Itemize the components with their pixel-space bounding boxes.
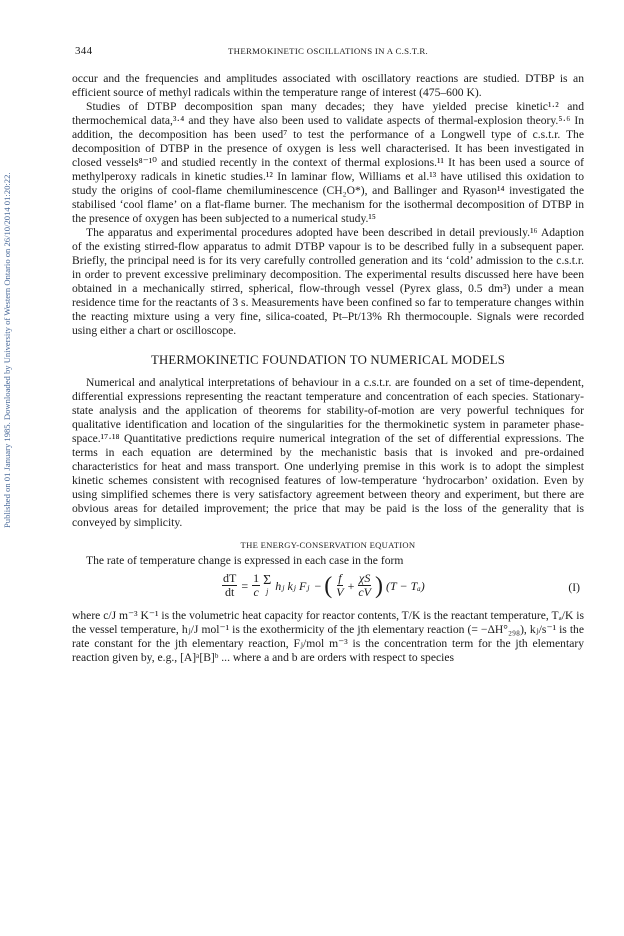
subsection-heading: THE ENERGY-CONSERVATION EQUATION <box>240 540 416 550</box>
running-title: THERMOKINETIC OSCILLATIONS IN A C.S.T.R. <box>228 46 428 56</box>
running-head <box>72 45 584 59</box>
summation <box>263 572 272 597</box>
paragraph-dtbp-studies: Studies of DTBP decomposition span many decades; they have yielded precise kinetic¹·² and thermochemical data,³·⁴ and they have also been used to validate aspects of thermal-explosion theory.⁵·⁶ In addition, the decomposition has been used⁷ to test the performance of a Longwell type of c.s.t.r. The decomposition of DTBP in the presence of oxygen is less well characterised. It has been investigated in closed vessels⁸⁻¹⁰ and studied recently in the context of thermal explosions.¹¹ It has been used a source of methylperoxy radicals in kinetic studies.¹² In laminar flow, Williams et al.¹³ have utilised this oxidation to study the origins of cool-flame chemiluminescence (CH₂O*), and Ballinger and Ryason¹⁴ investigated the stabilised ‘cool flame’ on a flat-flame burner. The mechanism for the isothermal decomposition of DTBP in the presence of oxygen has been subjected to a numerical study.¹⁵ <box>72 100 584 225</box>
lhs-denominator: dt <box>225 585 235 599</box>
article-body <box>72 72 584 665</box>
energy-conservation-equation <box>72 569 584 607</box>
equation-number: (I) <box>568 581 580 594</box>
right-paren: ) <box>375 572 384 599</box>
lhs-numerator: dT <box>223 571 237 585</box>
reaction-term: hⱼ kⱼ Fⱼ <box>275 578 310 593</box>
temperature-difference: (T − Tₐ) <box>386 578 425 593</box>
left-paren: ( <box>324 572 333 599</box>
equation-expression <box>220 572 425 599</box>
equation-lhs <box>222 572 237 599</box>
paragraph-symbol-definitions: where c/J m⁻³ K⁻¹ is the volumetric heat capacity for reactor contents, T/K is the reactant temperature, Tₐ/K is the vessel temperature, hⱼ/J mol⁻¹ is the exothermicity of the jth elementary reaction (= −ΔH°₂₉₈), kⱼ/s⁻¹ is the rate constant for the jth elementary reaction, Fⱼ/mol m⁻³ is the concentration term for the jth elementary reaction given by, e.g., [A]ᵃ[B]ᵇ ... where a and b are orders with respect to species <box>72 609 584 664</box>
heat-loss-numerator: χS <box>359 571 371 585</box>
inverse-heat-capacity <box>252 572 260 599</box>
heat-capacity-symbol: c <box>253 585 259 599</box>
sum-index: j <box>266 586 269 596</box>
flow-numerator: f <box>338 571 342 585</box>
equals-sign: = <box>241 578 249 593</box>
download-provenance-note: Published on 01 January 1985. Downloaded by University of Western Ontario on 26/10/2014 01:20:22. <box>2 172 12 528</box>
paragraph-intro-continued: occur and the frequencies and amplitudes associated with oscillatory reactions are studied. DTBP is an efficient source of methyl radicals within the temperature range of interest (475–600 K). <box>72 72 584 99</box>
section-heading: THERMOKINETIC FOUNDATION TO NUMERICAL MODELS <box>150 353 506 367</box>
plus-sign: + <box>347 578 355 593</box>
flow-term <box>335 572 344 599</box>
fraction-one: 1 <box>253 571 260 585</box>
paragraph-equation-intro: The rate of temperature change is expressed in each case in the form <box>86 554 404 567</box>
sigma-symbol: Σ <box>263 572 272 588</box>
page-number: 344 <box>75 45 93 57</box>
minus-sign: − <box>314 578 322 593</box>
paragraph-apparatus: The apparatus and experimental procedures adopted have been described in detail previously.¹⁶ Adaption of the existing stirred-flow apparatus to admit DTBP vapour is to be described fully in a subsequent paper. Briefly, the principal need is for its very carefully controlled generation and its ‘cold’ admission to the c.s.t.r. in order to prevent excessive preliminary decomposition. The experimental results discussed here have been obtained in a mechanically stirred, spherical, flow-through vessel (Pyrex glass, 0.5 dm³) under a mean residence time for the reactants of 3 s. Measurements have been confined so far to temperature changes within the reacting mixture using a very fine, silica-coated, Pt–Pt/13% Rh thermocouple. Signals were recorded using either a chart or oscilloscope. <box>72 226 584 337</box>
heat-loss-denominator: cV <box>358 585 372 599</box>
paragraph-numerical-models: Numerical and analytical interpretations of behaviour in a c.s.t.r. are founded on a set of time-dependent, differential expressions representing the reactant temperature and concentration of each species. Stationary-state analysis and the application of theorems for stability-of-motion are very powerful techniques for qualitative identification and location of the singularities for the thermokinetic system in parameter phase-space.¹⁷·¹⁸ Quantitative predictions require numerical integration of the set of differential expressions. The terms in each equation are determined by the mechanistic basis that is invoked and pre-ordained characteristics for heat and mass transport. One underlying premise in this work is to adopt the simplest kinetic schemes consistent with recognised features of low-temperature ‘hydrocarbon’ oxidation. Even by using simplified schemes there is very satisfactory agreement between theory and experiment, but there are obvious areas for detailed improvement; the price that may be paid is the loss of the generality that is conveyed by simplicity. <box>72 376 584 529</box>
heat-loss-term <box>357 572 372 599</box>
flow-denominator: V <box>336 585 344 599</box>
